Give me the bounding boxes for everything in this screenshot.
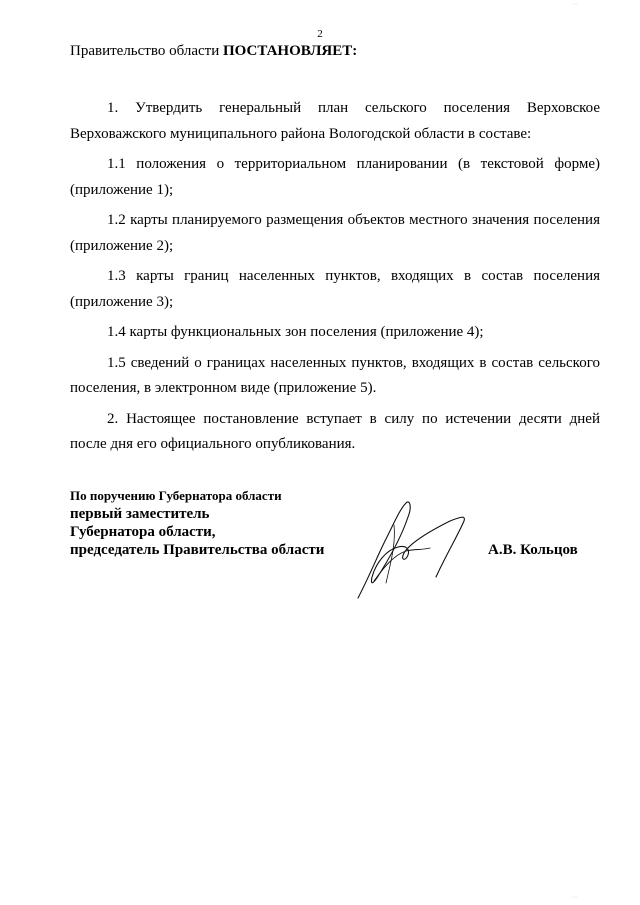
resolution-body: [70, 96, 600, 463]
signatory-title-line-2: Губернатора области,: [70, 524, 216, 540]
signatory-title-line-1: первый заместитель: [70, 506, 210, 522]
signer-name: А.В. Кольцов: [488, 542, 578, 558]
intro-prefix: Правительство области: [70, 43, 223, 59]
paragraph-1-3: 1.3 карты границ населенных пунктов, входящих в состав поселения (приложение 3);: [70, 268, 600, 310]
paragraph-2: 2. Настоящее постановление вступает в силу по истечении десяти дней после дня его официального опубликования.: [70, 410, 600, 452]
signatory-title-line-3: председатель Правительства области: [70, 542, 325, 558]
page-number: 2: [317, 28, 323, 40]
handwritten-signature-icon: [350, 495, 470, 605]
paragraph-1-2: 1.2 карты планируемого размещения объектов местного значения поселения (приложение 2);: [70, 212, 600, 254]
signatory-instruction: По поручению Губернатора области: [70, 488, 282, 503]
paragraph-1-4: 1.4 карты функциональных зон поселения (приложение 4);: [107, 324, 484, 340]
intro-emphasis: ПОСТАНОВЛЯЕТ:: [222, 43, 358, 59]
scan-mark-bottom: ···: [572, 895, 578, 901]
intro-line: [70, 40, 600, 62]
paragraph-1-1: 1.1 положения о территориальном планировании (в текстовой форме) (приложение 1);: [70, 156, 600, 198]
scan-mark-top: ···: [572, 2, 578, 8]
paragraph-1-5: 1.5 сведений о границах населенных пунктов, входящих в состав сельского поселения, в электронном виде (приложение 5).: [70, 354, 600, 396]
paragraph-1: 1. Утвердить генеральный план сельского поселения Верховское Верховажского муниципального района Вологодской области в составе:: [70, 100, 600, 142]
signature-block: [70, 488, 600, 608]
